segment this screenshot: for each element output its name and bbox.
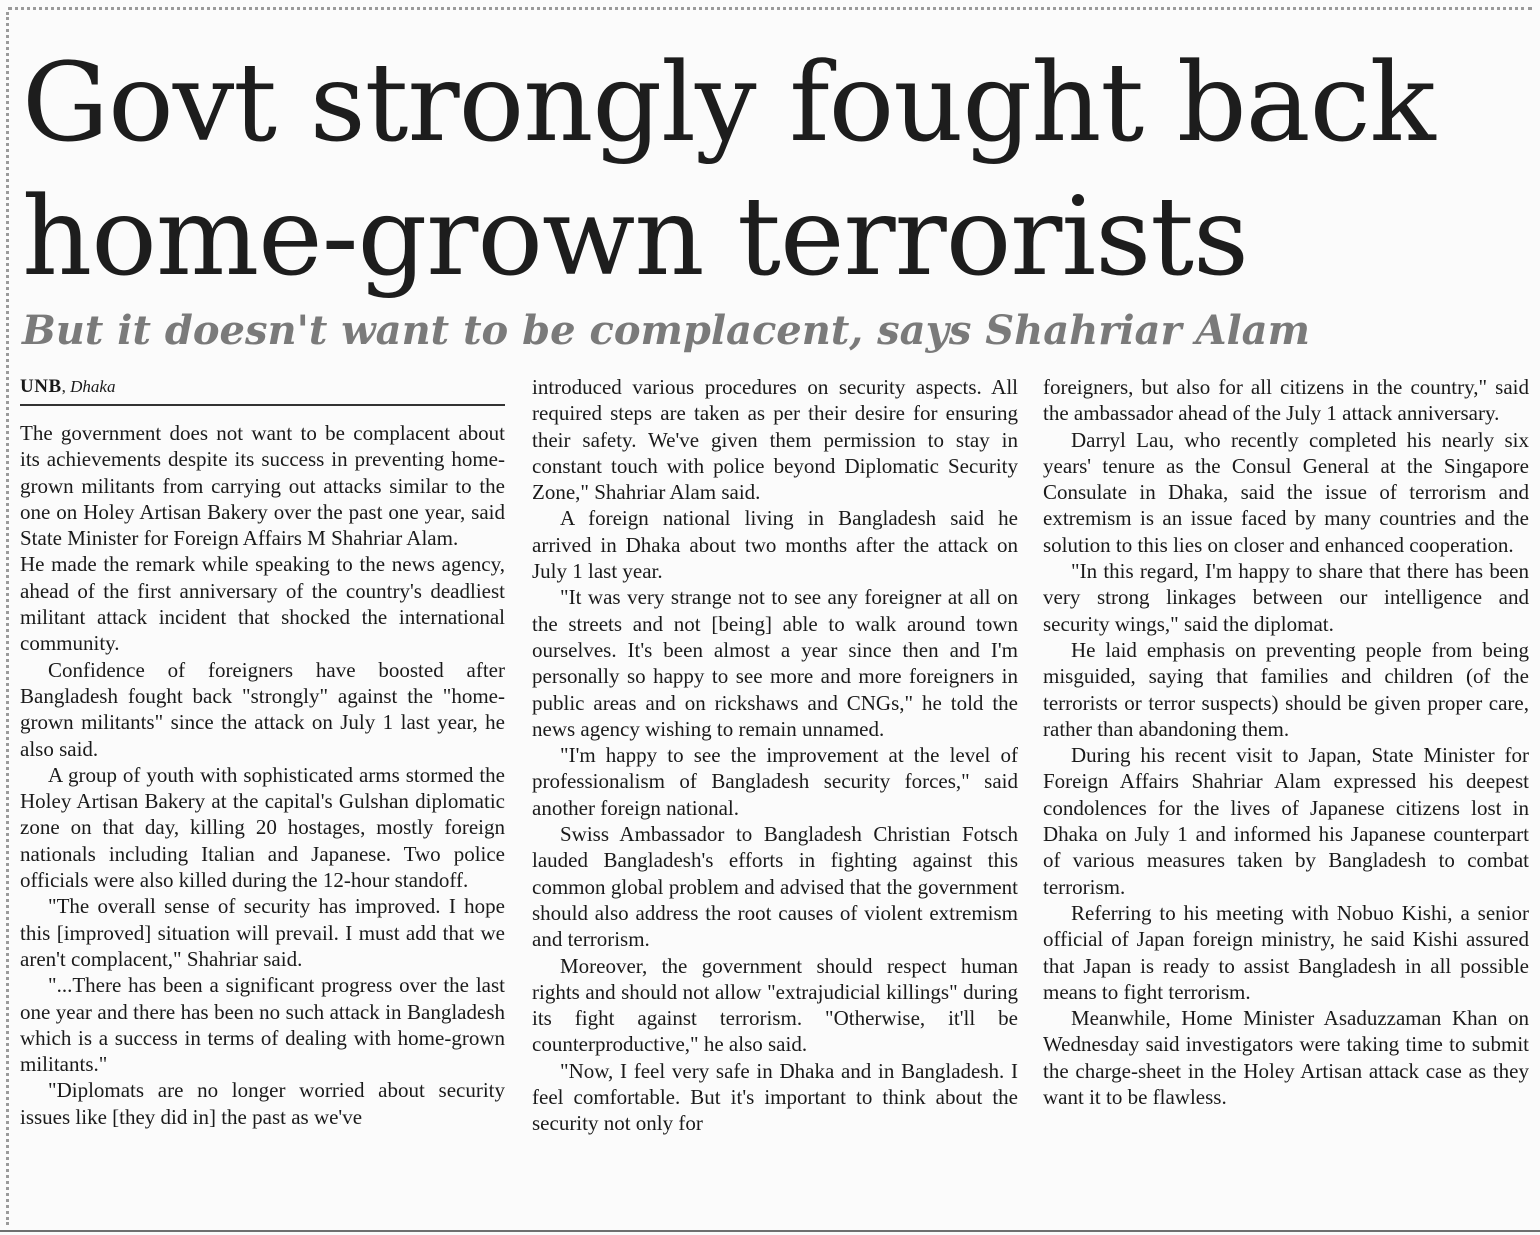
paragraph: A foreign national living in Bangladesh said he arrived in Dhaka about two months after the attack on July 1 last year. bbox=[532, 506, 1018, 584]
paragraph: Darryl Lau, who recently completed his nearly six years' tenure as the Consul General at the Singapore Consulate in Dhaka, said the issue of terrorism and extremism is an issue faced by many countries and the solution to this lies on closer and enhanced cooperation. bbox=[1043, 427, 1529, 557]
paragraph: The government does not want to be complacent about its achievements despite its success in preventing home-grown militants from carrying out attacks similar to the one on Holey Artisan Bakery over the past one year, said State Minister for Foreign Affairs M Shahriar Alam. bbox=[20, 421, 505, 551]
paragraph: "In this regard, I'm happy to share that there has been very strong linkages between our intelligence and security wings," said the diplomat. bbox=[1043, 559, 1529, 636]
paragraph: introduced various procedures on security aspects. All required steps are taken as per their desire for ensuring their safety. We've given them permission to stay in constant touch with police beyond Diplomatic Security Zone," Shahriar Alam said. bbox=[532, 375, 1018, 505]
paragraph: Moreover, the government should respect human rights and should not allow "extrajudicial killings" during its fight against terrorism. "Otherwise, it'll be counterproductive," he also said. bbox=[532, 953, 1018, 1057]
article-column-3 bbox=[1043, 374, 1529, 1110]
left-dotted-border bbox=[6, 12, 9, 1225]
headline bbox=[22, 36, 1522, 304]
byline-location: Dhaka bbox=[70, 377, 116, 396]
paragraph: Referring to his meeting with Nobuo Kishi, a senior official of Japan foreign ministry, he said Kishi assured that Japan is ready to assist Bangladesh in all possible means to fight terrorism. bbox=[1043, 900, 1529, 1004]
article-column-2 bbox=[532, 374, 1018, 1137]
top-dotted-border bbox=[8, 7, 1532, 10]
paragraph: A group of youth with sophisticated arms stormed the Holey Artisan Bakery at the capital's Gulshan diplomatic zone on that day, killing 20 hostages, mostly foreign nationals including Italian and Japanese. Two police officials were also killed during the 12-hour standoff. bbox=[20, 762, 505, 893]
paragraph: Confidence of foreigners have boosted after Bangladesh fought back "strongly" against the "home-grown militants" since the attack on July 1 last year, he also said. bbox=[20, 657, 505, 761]
paragraph: During his recent visit to Japan, State Minister for Foreign Affairs Shahriar Alam expressed his deepest condolences for the lives of Japanese citizens lost in Dhaka on July 1 and informed his Japanese counterpart of various measures taken by Bangladesh to combat terrorism. bbox=[1043, 743, 1529, 899]
paragraph: He laid emphasis on preventing people from being misguided, saying that families and children (of the terrorists or terror suspects) should be given proper care, rather than abandoning them. bbox=[1043, 637, 1529, 741]
paragraph: Meanwhile, Home Minister Asaduzzaman Khan on Wednesday said investigators were taking time to submit the charge-sheet in the Holey Artisan attack case as they want it to be flawless. bbox=[1043, 1006, 1529, 1110]
paragraph: Swiss Ambassador to Bangladesh Christian Fotsch lauded Bangladesh's efforts in fighting against this common global problem and advised that the government should also address the root causes of violent extremism and terrorism. bbox=[532, 822, 1018, 952]
byline-separator: , bbox=[61, 377, 71, 396]
paragraph: "Now, I feel very safe in Dhaka and in Bangladesh. I feel comfortable. But it's important to think about the security not only for bbox=[532, 1058, 1018, 1136]
subheadline: But it doesn't want to be complacent, says Shahriar Alam bbox=[22, 307, 1310, 354]
paragraph: "It was very strange not to see any foreigner at all on the streets and not [being] able to walk around town ourselves. It's been almost a year since then and I'm personally so happy to see more and more foreigners in public areas and on rickshaws and CNGs," he told the news agency wishing to remain unnamed. bbox=[532, 585, 1018, 741]
paragraph: foreigners, but also for all citizens in the country," said the ambassador ahead of the July 1 attack anniversary. bbox=[1043, 375, 1529, 426]
paragraph: "The overall sense of security has improved. I hope this [improved] situation will prevail. I must add that we aren't complacent," Shahriar said. bbox=[20, 894, 505, 971]
byline-agency: UNB bbox=[20, 376, 62, 397]
paragraph: "...There has been a significant progress over the last one year and there has been no such attack in Bangladesh which is a success in terms of dealing with home-grown militants." bbox=[20, 973, 505, 1077]
article-column-1 bbox=[20, 374, 505, 1130]
paragraph: "I'm happy to see the improvement at the level of professionalism of Bangladesh security forces," said another foreign national. bbox=[532, 743, 1018, 820]
paragraph: He made the remark while speaking to the news agency, ahead of the first anniversary of the country's deadliest militant attack incident that shocked the international community. bbox=[20, 552, 505, 656]
headline-line-1: Govt strongly fought back bbox=[22, 39, 1435, 166]
bottom-rule bbox=[0, 1230, 1540, 1232]
paragraph: "Diplomats are no longer worried about security issues like [they did in] the past as we've bbox=[20, 1078, 505, 1129]
byline bbox=[20, 374, 505, 406]
headline-line-2: home-grown terrorists bbox=[22, 173, 1248, 300]
